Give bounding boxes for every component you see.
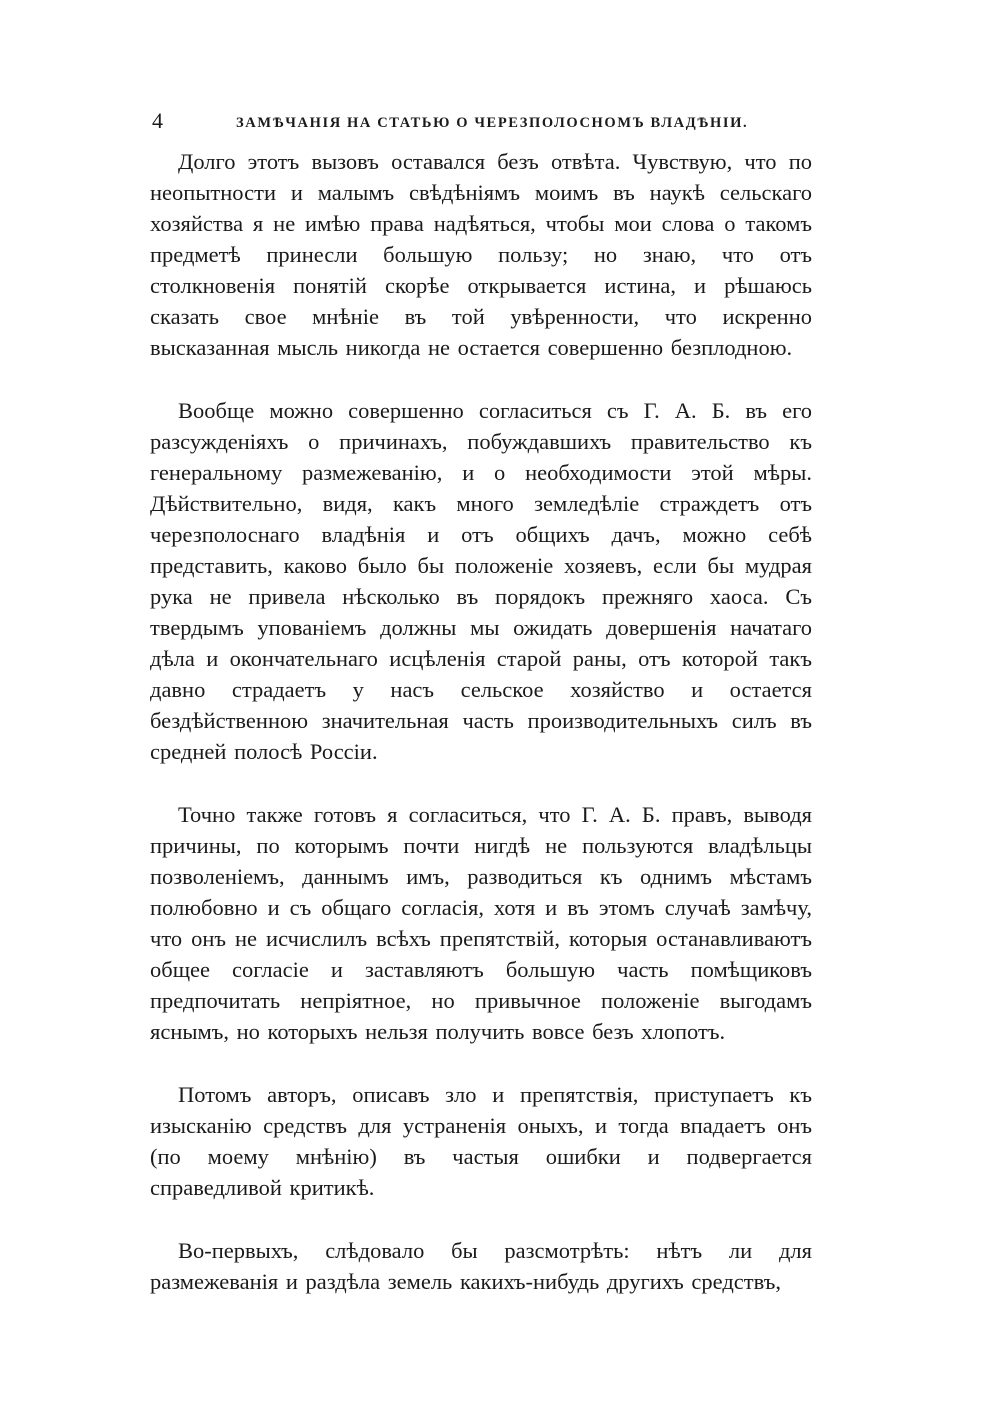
paragraph-3: Точно также готовъ я согласиться, что Г. А. Б. правъ, выводя причины, по которымъ почти нигдѣ не пользуются владѣльцы позволеніемъ, даннымъ имъ, разводиться къ однимъ мѣстамъ полюбовно и съ общаго согласія, хотя и въ этомъ случаѣ замѣчу, что онъ не исчислилъ всѣхъ препятствій, которыя останавливаютъ общее согласіе и заставляютъ большую часть помѣщиковъ предпочитать непріятное, но привычное положеніе выгодамъ яснымъ, но которыхъ нельзя получить вовсе безъ хлопотъ.: [150, 802, 812, 1044]
running-title: ЗАМѢЧАНІЯ НА СТАТЬЮ О ЧЕРЕЗПОЛОСНОМЪ ВЛАДѢНІИ.: [236, 115, 749, 131]
paragraph-5: Во-первыхъ, слѣдовало бы разсмотрѣть: нѣтъ ли для размежеванія и раздѣла земель какихъ-нибудь другихъ средствъ,: [150, 1238, 812, 1294]
paragraph-4: Потомъ авторъ, описавъ зло и препятствія, приступаетъ къ изысканію средствъ для устраненія оныхъ, и тогда впадаетъ онъ (по моему мнѣнію) въ частыя ошибки и подвергается справедливой критикѣ.: [150, 1082, 812, 1200]
paragraph-2: Вообще можно совершенно согласиться съ Г. А. Б. въ его разсужденіяхъ о причинахъ, побуждавшихъ правительство къ генеральному размежеванію, и о необходимости этой мѣры. Дѣйствительно, видя, какъ много земледѣліе страждетъ отъ черезполоснаго владѣнія и отъ общихъ дачъ, можно себѣ представить, каково было бы положеніе хозяевъ, если бы мудрая рука не привела нѣсколько въ порядокъ прежняго хаоса. Съ твердымъ упованіемъ должны мы ожидать довершенія начатаго дѣла и окончательнаго исцѣленія старой раны, отъ которой такъ давно страдаетъ у насъ сельское хозяйство и остается бездѣйственною значительная часть производительныхъ силъ въ средней полосѣ Россіи.: [150, 398, 812, 764]
body-text: [150, 146, 812, 1297]
running-header: [150, 106, 830, 136]
page-number: 4: [152, 108, 163, 133]
paragraph-1: Долго этотъ вызовъ оставался безъ отвѣта. Чувствую, что по неопытности и малымъ свѣдѣніямъ моимъ въ наукѣ сельскаго хозяйства я не имѣю права надѣяться, чтобы мои слова о такомъ предметѣ принесли большую пользу; но знаю, что отъ столкновенія понятій скорѣе открывается истина, и рѣшаюсь сказать свое мнѣніе въ той увѣренности, что искренно высказанная мысль никогда не остается совершенно безплодною.: [150, 149, 812, 360]
